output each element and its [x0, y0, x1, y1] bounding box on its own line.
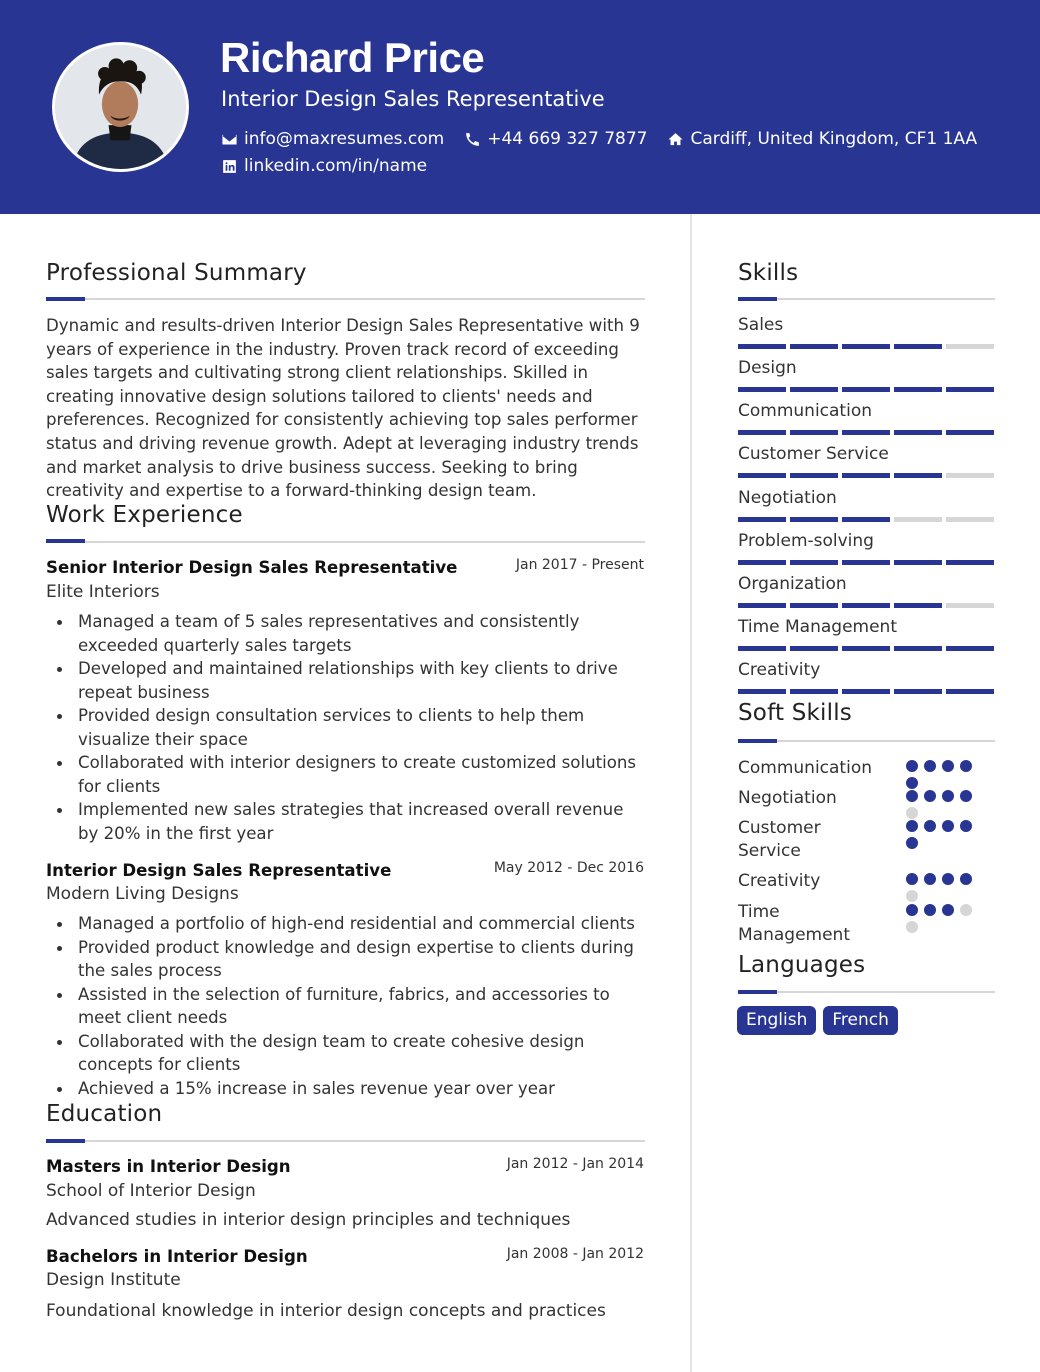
- skill-level-segment: [894, 387, 942, 392]
- skill-level-bar: [738, 517, 994, 522]
- job-dates: Jan 2017 - Present: [515, 557, 644, 573]
- skill-level-segment: [946, 473, 994, 478]
- skill-level-segment: [738, 689, 786, 694]
- skill-name: Time Management: [738, 617, 897, 637]
- job-bullet: Provided design consultation services to clients to help them visualize their space: [78, 704, 648, 751]
- soft-skill-name: Creativity: [738, 871, 821, 891]
- column-divider: [690, 214, 692, 1372]
- skill-name: Organization: [738, 574, 847, 594]
- job-company: Modern Living Designs: [46, 884, 239, 904]
- envelope-icon: [221, 131, 238, 148]
- skill-level-segment: [790, 689, 838, 694]
- skill-level-segment: [946, 344, 994, 349]
- soft-skill-dots: [906, 760, 976, 789]
- contact-linkedin[interactable]: [221, 156, 427, 176]
- job-title: Senior Interior Design Sales Representative: [46, 558, 458, 577]
- skill-level-segment: [790, 560, 838, 565]
- skill-level-segment: [842, 689, 890, 694]
- skill-name: Sales: [738, 315, 784, 335]
- skill-level-segment: [842, 603, 890, 608]
- job-bullet: Collaborated with the design team to create cohesive design concepts for clients: [78, 1030, 648, 1077]
- degree-description: Advanced studies in interior design principles and techniques: [46, 1210, 571, 1230]
- soft-skill-dot: [924, 760, 936, 772]
- profile-photo: [52, 42, 189, 172]
- soft-skill-dot: [906, 904, 918, 916]
- soft-skill-dot: [960, 873, 972, 885]
- languages-heading: Languages: [738, 952, 866, 978]
- skill-level-bar: [738, 689, 994, 694]
- skill-level-segment: [738, 387, 786, 392]
- skill-level-bar: [738, 603, 994, 608]
- section-accent: [46, 297, 85, 301]
- soft-skill-dot: [906, 820, 918, 832]
- skill-level-segment: [790, 344, 838, 349]
- skill-level-segment: [842, 473, 890, 478]
- skill-level-segment: [946, 646, 994, 651]
- skill-level-segment: [894, 560, 942, 565]
- skill-level-segment: [894, 430, 942, 435]
- soft-skill-name: Time Management: [738, 902, 850, 945]
- soft-skill-dot: [906, 873, 918, 885]
- skill-name: Creativity: [738, 660, 821, 680]
- section-accent: [738, 990, 777, 994]
- skill-level-segment: [738, 646, 786, 651]
- soft-skill-dot: [960, 760, 972, 772]
- skill-level-segment: [894, 603, 942, 608]
- skill-level-segment: [738, 473, 786, 478]
- skill-level-segment: [790, 603, 838, 608]
- soft-skill-dot: [924, 790, 936, 802]
- soft-skill-dot: [960, 790, 972, 802]
- school-name: Design Institute: [46, 1270, 181, 1290]
- skill-name: Design: [738, 358, 797, 378]
- skill-level-segment: [842, 430, 890, 435]
- soft-skill-dot: [906, 760, 918, 772]
- summary-text: Dynamic and results-driven Interior Design Sales Representative with 9 years of experience in the industry. Proven track record of exceeding sales targets and cultivating strong client relationships. Skilled in creating innovative design solutions tailored to clients' needs and preferences. Recognized for consistently achieving top sales performer status and driving revenue growth. Adept at leveraging industry trends and market analysis to drive business success. Seeking to bring creativity and expertise to a forward-thinking design team.: [46, 316, 640, 501]
- job-bullets: [78, 912, 648, 1100]
- skill-level-segment: [738, 344, 786, 349]
- skill-level-segment: [946, 603, 994, 608]
- skill-level-segment: [946, 560, 994, 565]
- section-rule: [46, 298, 645, 300]
- skill-level-segment: [842, 560, 890, 565]
- candidate-title: Interior Design Sales Representative: [221, 87, 605, 111]
- candidate-name: Richard Price: [220, 34, 485, 81]
- skill-level-segment: [842, 517, 890, 522]
- soft-skill-dot: [924, 873, 936, 885]
- contact-phone-text: +44 669 327 7877: [487, 129, 648, 149]
- school-name: School of Interior Design: [46, 1181, 256, 1201]
- soft-skill-dot: [960, 904, 972, 916]
- skill-level-segment: [738, 560, 786, 565]
- soft-skill-dot: [906, 777, 918, 789]
- languages-list: [737, 1006, 898, 1035]
- skill-level-segment: [790, 387, 838, 392]
- skill-level-segment: [894, 646, 942, 651]
- education-heading: Education: [46, 1101, 163, 1127]
- skill-level-segment: [738, 517, 786, 522]
- skill-level-segment: [738, 603, 786, 608]
- soft-skill-dot: [906, 837, 918, 849]
- soft-skill-dot: [924, 904, 936, 916]
- skill-name: Negotiation: [738, 488, 837, 508]
- resume-header: [0, 0, 1040, 214]
- contact-phone[interactable]: [464, 129, 647, 149]
- job-bullet: Implemented new sales strategies that increased overall revenue by 20% in the first year: [78, 798, 648, 845]
- section-accent: [738, 739, 777, 743]
- soft-skill-dot: [906, 921, 918, 933]
- skill-level-segment: [894, 473, 942, 478]
- skill-level-bar: [738, 387, 994, 392]
- job-bullet: Provided product knowledge and design expertise to clients during the sales process: [78, 936, 648, 983]
- soft-skill-dot: [906, 790, 918, 802]
- skill-level-bar: [738, 473, 994, 478]
- soft-skill-dot: [906, 807, 918, 819]
- job-company: Elite Interiors: [46, 582, 160, 602]
- degree-dates: Jan 2008 - Jan 2012: [506, 1246, 644, 1262]
- skill-level-segment: [790, 430, 838, 435]
- soft-skill-dot: [960, 820, 972, 832]
- linkedin-icon: [221, 158, 238, 175]
- skill-level-bar: [738, 646, 994, 651]
- section-rule: [46, 541, 645, 543]
- soft-skill-name: Communication: [738, 758, 872, 778]
- contact-row: [221, 156, 447, 176]
- skill-level-segment: [738, 430, 786, 435]
- skill-level-segment: [946, 689, 994, 694]
- contact-address: [667, 129, 977, 149]
- section-accent: [738, 297, 777, 301]
- contact-row: [221, 129, 997, 149]
- soft-skill-dot: [942, 790, 954, 802]
- skill-name: Communication: [738, 401, 872, 421]
- skill-level-bar: [738, 344, 994, 349]
- language-tag: French: [823, 1006, 898, 1035]
- soft-skill-dot: [924, 820, 936, 832]
- skill-level-segment: [946, 430, 994, 435]
- job-bullet: Collaborated with interior designers to create customized solutions for clients: [78, 751, 648, 798]
- contact-email[interactable]: [221, 129, 444, 149]
- phone-icon: [464, 131, 481, 148]
- soft-skill-dot: [942, 820, 954, 832]
- job-bullet: Achieved a 15% increase in sales revenue year over year: [78, 1077, 648, 1101]
- soft-skill-dots: [906, 790, 976, 819]
- soft-skill-dot: [906, 890, 918, 902]
- experience-heading: Work Experience: [46, 502, 243, 528]
- home-icon: [667, 131, 684, 148]
- skill-level-segment: [790, 517, 838, 522]
- section-accent: [46, 539, 85, 543]
- job-bullet: Managed a portfolio of high-end residential and commercial clients: [78, 912, 648, 936]
- soft-skill-dots: [906, 873, 976, 902]
- skills-heading: Skills: [738, 260, 799, 286]
- skill-level-segment: [790, 473, 838, 478]
- skill-name: Customer Service: [738, 444, 889, 464]
- soft-skill-name: Negotiation: [738, 788, 837, 808]
- contact-linkedin-text: linkedin.com/in/name: [244, 156, 428, 176]
- soft-skill-dot: [942, 873, 954, 885]
- skill-level-segment: [842, 646, 890, 651]
- soft-skill-dots: [906, 820, 976, 849]
- degree-title: Masters in Interior Design: [46, 1157, 291, 1176]
- skill-level-segment: [842, 387, 890, 392]
- contact-email-text: info@maxresumes.com: [244, 129, 445, 149]
- job-bullet: Assisted in the selection of furniture, fabrics, and accessories to meet client needs: [78, 983, 648, 1030]
- section-rule: [46, 1140, 645, 1142]
- degree-dates: Jan 2012 - Jan 2014: [506, 1156, 644, 1172]
- language-tag: English: [737, 1006, 816, 1035]
- job-bullet: Developed and maintained relationships with key clients to drive repeat business: [78, 657, 648, 704]
- job-bullets: [78, 610, 648, 845]
- skill-level-bar: [738, 560, 994, 565]
- soft-skill-dot: [942, 760, 954, 772]
- skill-level-segment: [894, 689, 942, 694]
- soft-skills-heading: Soft Skills: [738, 700, 852, 726]
- summary-heading: Professional Summary: [46, 260, 307, 286]
- soft-skill-name: Customer Service: [738, 818, 821, 861]
- soft-skill-dot: [942, 904, 954, 916]
- section-accent: [46, 1139, 85, 1143]
- skill-level-segment: [946, 517, 994, 522]
- contact-address-text: Cardiff, United Kingdom, CF1 1AA: [690, 129, 978, 149]
- degree-title: Bachelors in Interior Design: [46, 1247, 308, 1266]
- job-title: Interior Design Sales Representative: [46, 861, 392, 880]
- skill-level-bar: [738, 430, 994, 435]
- skill-level-segment: [790, 646, 838, 651]
- skill-name: Problem-solving: [738, 531, 874, 551]
- skill-level-segment: [946, 387, 994, 392]
- skill-level-segment: [894, 517, 942, 522]
- soft-skill-dots: [906, 904, 976, 933]
- degree-description: Foundational knowledge in interior design concepts and practices: [46, 1301, 606, 1321]
- job-bullet: Managed a team of 5 sales representatives and consistently exceeded quarterly sales targets: [78, 610, 648, 657]
- skill-level-segment: [894, 344, 942, 349]
- skill-level-segment: [842, 344, 890, 349]
- person-portrait-icon: [55, 45, 186, 169]
- job-dates: May 2012 - Dec 2016: [493, 860, 644, 876]
